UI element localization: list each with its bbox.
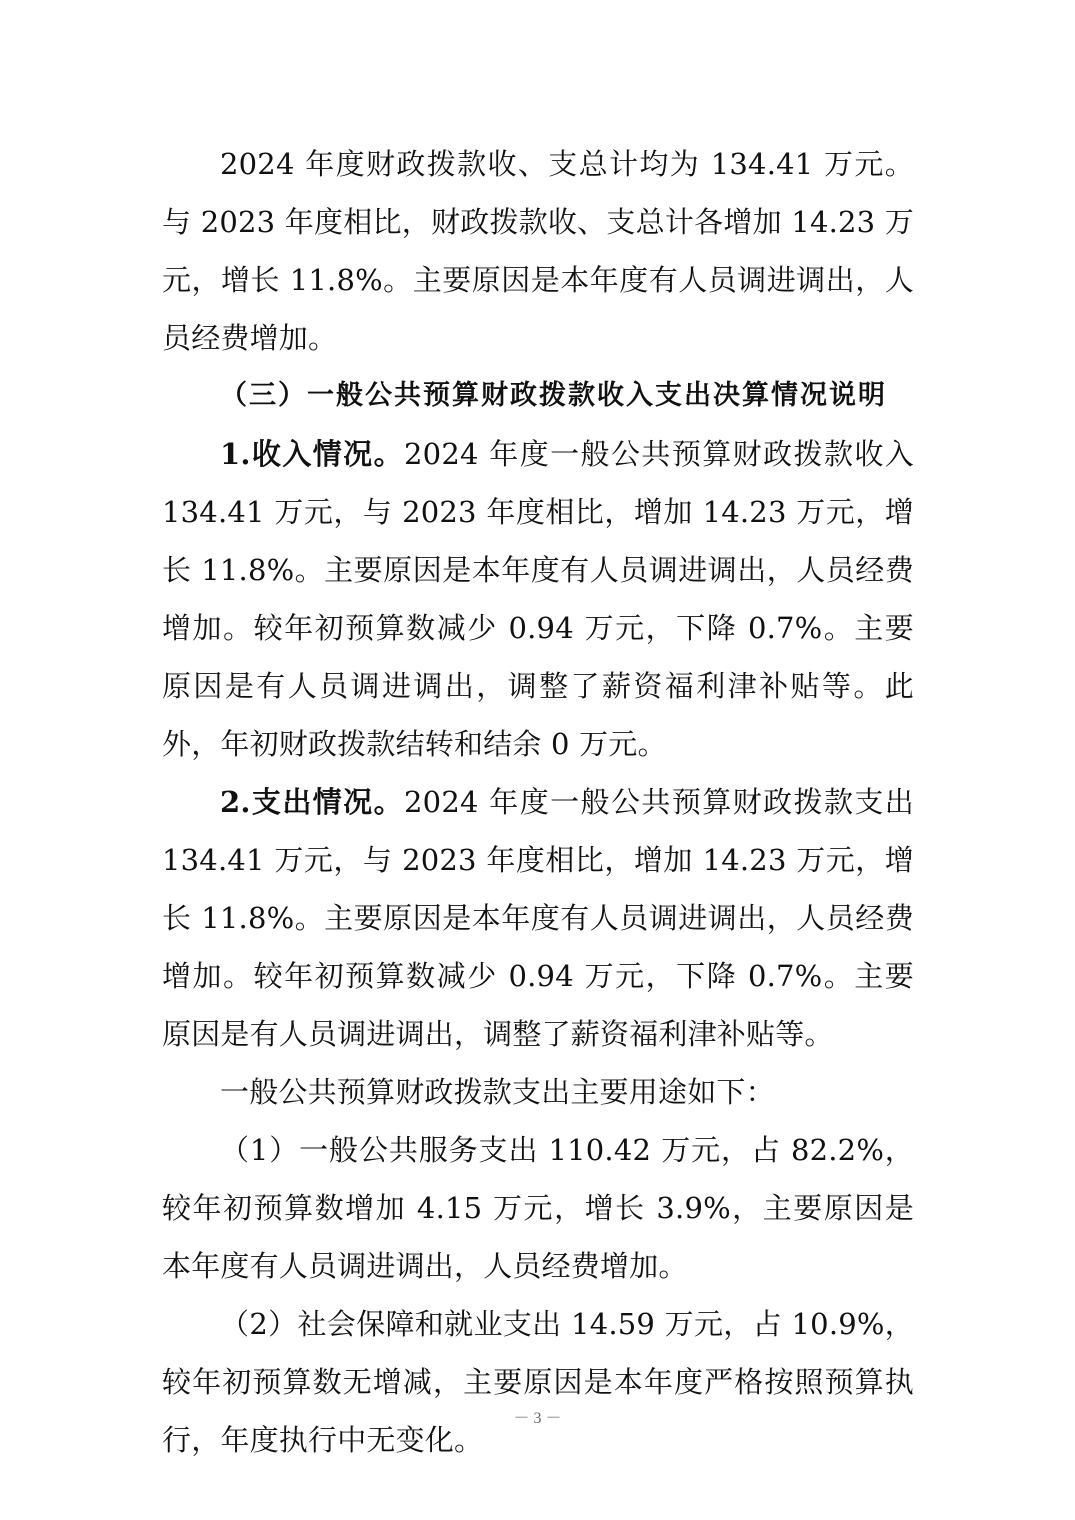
income-lead: 1.收入情况。 — [220, 437, 405, 471]
paragraph-usage-item-1: （1）一般公共服务支出 110.42 万元，占 82.2%，较年初预算数增加 4.15 万元，增长 3.9%，主要原因是本年度有人员调进调出，人员经费增加。 — [162, 1133, 914, 1283]
paragraph-usage-item-2: （2）社会保障和就业支出 14.59 万元，占 10.9%，较年初预算数无增减，主要原因是本年度严格按照预算执行，年度执行中无变化。 — [162, 1307, 914, 1457]
paragraph-overview: 2024 年度财政拨款收、支总计均为 134.41 万元。与 2023 年度相比，财政拨款收、支总计各增加 14.23 万元，增长 11.8%。主要原因是本年度有人员调进调出，人员经费增加。 — [162, 147, 914, 355]
paragraph-income — [162, 425, 914, 773]
document-body — [162, 135, 914, 1469]
paragraph-expenditure — [162, 773, 914, 1063]
expenditure-text: 2024 年度一般公共预算财政拨款支出 134.41 万元，与 2023 年度相比，增加 14.23 万元，增长 11.8%。主要原因是本年度有人员调进调出，人员经费增加。较年初预算数减少 0.94 万元，下降 0.7%。主要原因是有人员调进调出，调整了薪资福利津补贴等。 — [162, 785, 914, 1051]
expenditure-lead: 2.支出情况。 — [220, 785, 405, 819]
page-number: － 3 － — [513, 1410, 562, 1427]
section-heading: （三）一般公共预算财政拨款收入支出决算情况说明 — [220, 380, 887, 411]
income-text: 2024 年度一般公共预算财政拨款收入 134.41 万元，与 2023 年度相比，增加 14.23 万元，增长 11.8%。主要原因是本年度有人员调进调出，人员经费增加。较年初预算数减少 0.94 万元，下降 0.7%。主要原因是有人员调进调出，调整了薪资福利津补贴等。此外，年初财政拨款结转和结余 0 万元。 — [162, 437, 914, 761]
paragraph-usage-intro: 一般公共预算财政拨款支出主要用途如下： — [220, 1075, 775, 1109]
